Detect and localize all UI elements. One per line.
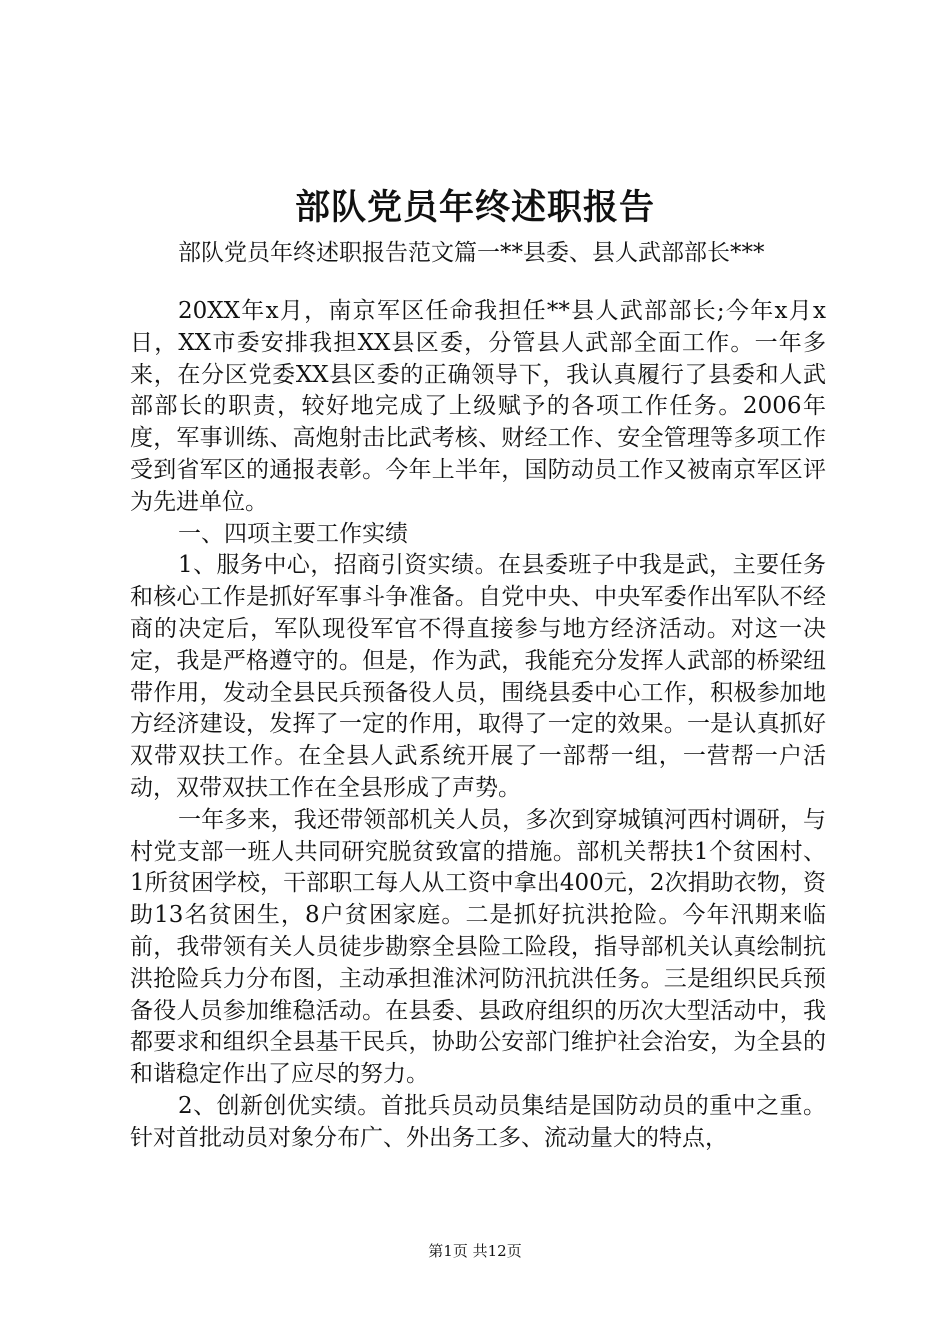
paragraph-innovation: 2、创新创优实绩。首批兵员动员集结是国防动员的重中之重。针对首批动员对象分布广、外出务工多、流动量大的特点， <box>130 1092 826 1151</box>
paragraph-poverty-relief: 一年多来，我还带领部机关人员，多次到穿城镇河西村调研，与村党支部一班人共同研究脱贫致富的措施。部机关帮扶1个贫困村、1所贫困学校，干部职工每人从工资中拿出400元，2次捐助衣物，资助13名贫困生，8户贫困家庭。二是抓好抗洪抢险。今年汛期来临前，我带领有关人员徒步勘察全县险工险段，指导部机关认真绘制抗洪抢险兵力分布图，主动承担淮沭河防汛抗洪任务。三是组织民兵预备役人员参加维稳活动。在县委、县政府组织的历次大型活动中，我都要求和组织全县基干民兵，协助公安部门维护社会治安，为全县的和谐稳定作出了应尽的努力。 <box>130 806 826 1088</box>
document-title: 部队党员年终述职报告 <box>294 187 655 228</box>
document-body <box>130 296 826 1155</box>
document-subtitle: 部队党员年终述职报告范文篇一**县委、县人武部部长*** <box>178 240 765 266</box>
page-number: 第1页 共12页 <box>428 1242 522 1260</box>
paragraph-service-center: 1、服务中心，招商引资实绩。在县委班子中我是武，主要任务和核心工作是抓好军事斗争准备。自党中央、中央军委作出军队不经商的决定后，军队现役军官不得直接参与地方经济活动。对这一决定，我是严格遵守的。但是，作为武，我能充分发挥人武部的桥梁纽带作用，发动全县民兵预备役人员，围绕县委中心工作，积极参加地方经济建设，发挥了一定的作用，取得了一定的效果。一是认真抓好双带双扶工作。在全县人武系统开展了一部帮一组，一营帮一户活动，双带双扶工作在全县形成了声势。 <box>130 552 826 801</box>
section-heading: 一、四项主要工作实绩 <box>178 520 408 547</box>
paragraph-intro: 20XX年x月，南京军区任命我担任**县人武部部长;今年x月x日，XX市委安排我担XX县区委，分管县人武部全面工作。一年多来，在分区党委XX县区委的正确领导下，我认真履行了县委和人武部部长的职责，较好地完成了上级赋予的各项工作任务。2006年度，军事训练、高炮射击比武考核、财经工作、安全管理等多项工作受到省军区的通报表彰。今年上半年，国防动员工作又被南京军区评为先进单位。 <box>130 298 826 515</box>
